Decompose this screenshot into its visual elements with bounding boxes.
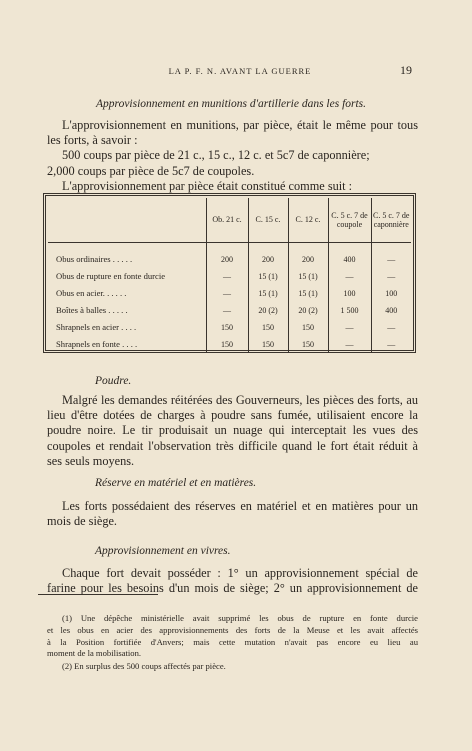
row-label: Obus en acier. . . . . . — [56, 288, 127, 298]
section-heading-munitions: Approvisionnement en munitions d'artillerie dans les forts. — [96, 98, 367, 110]
table-cell: 100 — [371, 285, 411, 302]
section-heading-vivres: Approvisionnement en vivres. — [95, 545, 231, 557]
footnote-line: (1) Une dépêche ministérielle avait supprimé les obus de rupture en fonte durcie — [62, 613, 418, 623]
footnote-divider — [38, 594, 158, 595]
footnote-1 — [47, 613, 418, 660]
text-line: coupoles et rendait l'observation très difficile quand le fort était réduit à — [47, 438, 418, 453]
table-cell: — — [328, 268, 371, 285]
table-cell: 100 — [328, 285, 371, 302]
table-row — [48, 285, 411, 302]
text-line: poudre noire. Le tir produisait un nuage qui interceptait les vues des — [47, 423, 418, 438]
table-cell: 20 (2) — [288, 302, 328, 319]
table-cell: 150 — [248, 319, 288, 336]
row-label: Obus de rupture en fonte durcie — [56, 271, 166, 281]
table-cell: 400 — [371, 302, 411, 319]
section-heading-reserve: Réserve en matériel et en matières. — [95, 477, 257, 489]
table-cell: 200 — [248, 251, 288, 268]
running-title: LA P. F. N. AVANT LA GUERRE — [168, 66, 312, 76]
text-line: Malgré les demandes réitérées des Gouverneurs, les pièces des forts, au — [62, 393, 418, 407]
footnote-line: (2) En surplus des 500 coups affectés par pièce. — [62, 661, 226, 671]
text-line: Les forts possédaient des réserves en matériel et en matières pour un — [62, 499, 418, 513]
section-heading-poudre: Poudre. — [95, 375, 132, 387]
table-cell: — — [328, 319, 371, 336]
text-line: lieu d'être dotées de charges à poudre sans fumée, utilisaient encore la — [47, 408, 418, 423]
list-item: 500 coups par pièce de 21 c., 15 c., 12 c. et 5c7 de caponnière; — [62, 148, 370, 163]
table-header-empty — [48, 198, 206, 242]
text-line: L'approvisionnement en munitions, par pièce, était le même pour tous — [62, 118, 418, 132]
table-cell: — — [328, 336, 371, 353]
row-label: Obus ordinaires . . . . . — [56, 254, 133, 264]
table-cell: 15 (1) — [288, 268, 328, 285]
row-label: Shrapnels en acier . . . . — [56, 322, 137, 332]
footnote-line: moment de la mobilisation. — [47, 648, 142, 659]
table-cell: 200 — [288, 251, 328, 268]
text-line: mois de siège. — [47, 514, 118, 529]
table-cell: 15 (1) — [248, 268, 288, 285]
table-row — [48, 268, 411, 285]
page-number: 19 — [400, 63, 412, 77]
table-cell: 150 — [288, 336, 328, 353]
text-line: farine pour les besoins d'un mois de siège; 2° un approvisionnement de — [47, 581, 418, 596]
table-cell: — — [371, 336, 411, 353]
table-header: C. 5 c. 7 de caponnière — [371, 198, 411, 242]
footnote-2 — [62, 661, 226, 673]
ammunition-table — [43, 193, 416, 353]
table-header: Ob. 21 c. — [206, 198, 248, 242]
table-header: C. 5 c. 7 de coupole — [328, 198, 371, 242]
table-cell: 15 (1) — [288, 285, 328, 302]
table-cell: 150 — [288, 319, 328, 336]
paragraph-reserve — [47, 499, 418, 529]
table-cell: — — [206, 268, 248, 285]
table-row — [48, 302, 411, 319]
table-cell: 150 — [248, 336, 288, 353]
table-cell: — — [371, 319, 411, 336]
table-row — [48, 319, 411, 336]
list-item: 2,000 coups par pièce de 5c7 de coupoles. — [47, 163, 255, 178]
table-cell: 400 — [328, 251, 371, 268]
paragraph-munitions-intro — [47, 118, 418, 194]
text-line: L'approvisionnement par pièce était constitué comme suit : — [62, 178, 353, 193]
text-line: Chaque fort devait posséder : 1° un approvisionnement spécial de — [62, 566, 418, 580]
table-header: C. 15 c. — [248, 198, 288, 242]
table-cell: — — [371, 268, 411, 285]
table-cell: — — [206, 285, 248, 302]
table-cell: 1 500 — [328, 302, 371, 319]
table-cell: 150 — [206, 319, 248, 336]
table-cell: — — [371, 251, 411, 268]
row-label: Boîtes à balles . . . . . — [56, 305, 128, 315]
paragraph-vivres — [47, 566, 418, 596]
paragraph-poudre — [47, 393, 418, 469]
footnote-line: à la Position fortifiée d'Anvers; mais cette mutation n'avait pas encore eu lieu au — [47, 636, 418, 647]
table-cell: 150 — [206, 336, 248, 353]
table-row — [48, 336, 411, 353]
table-cell: — — [206, 302, 248, 319]
footnote-line: et les obus en acier des approvisionnements des forts de la Meuse et les avait affectés — [47, 624, 418, 635]
table-header: C. 12 c. — [288, 198, 328, 242]
text-line: ses seuls moyens. — [47, 453, 135, 468]
text-line: les forts, à savoir : — [47, 133, 138, 148]
row-label: Shrapnels en fonte . . . . — [56, 339, 138, 349]
table-row — [48, 251, 411, 268]
table-cell: 20 (2) — [248, 302, 288, 319]
table-cell: 200 — [206, 251, 248, 268]
table-cell: 15 (1) — [248, 285, 288, 302]
